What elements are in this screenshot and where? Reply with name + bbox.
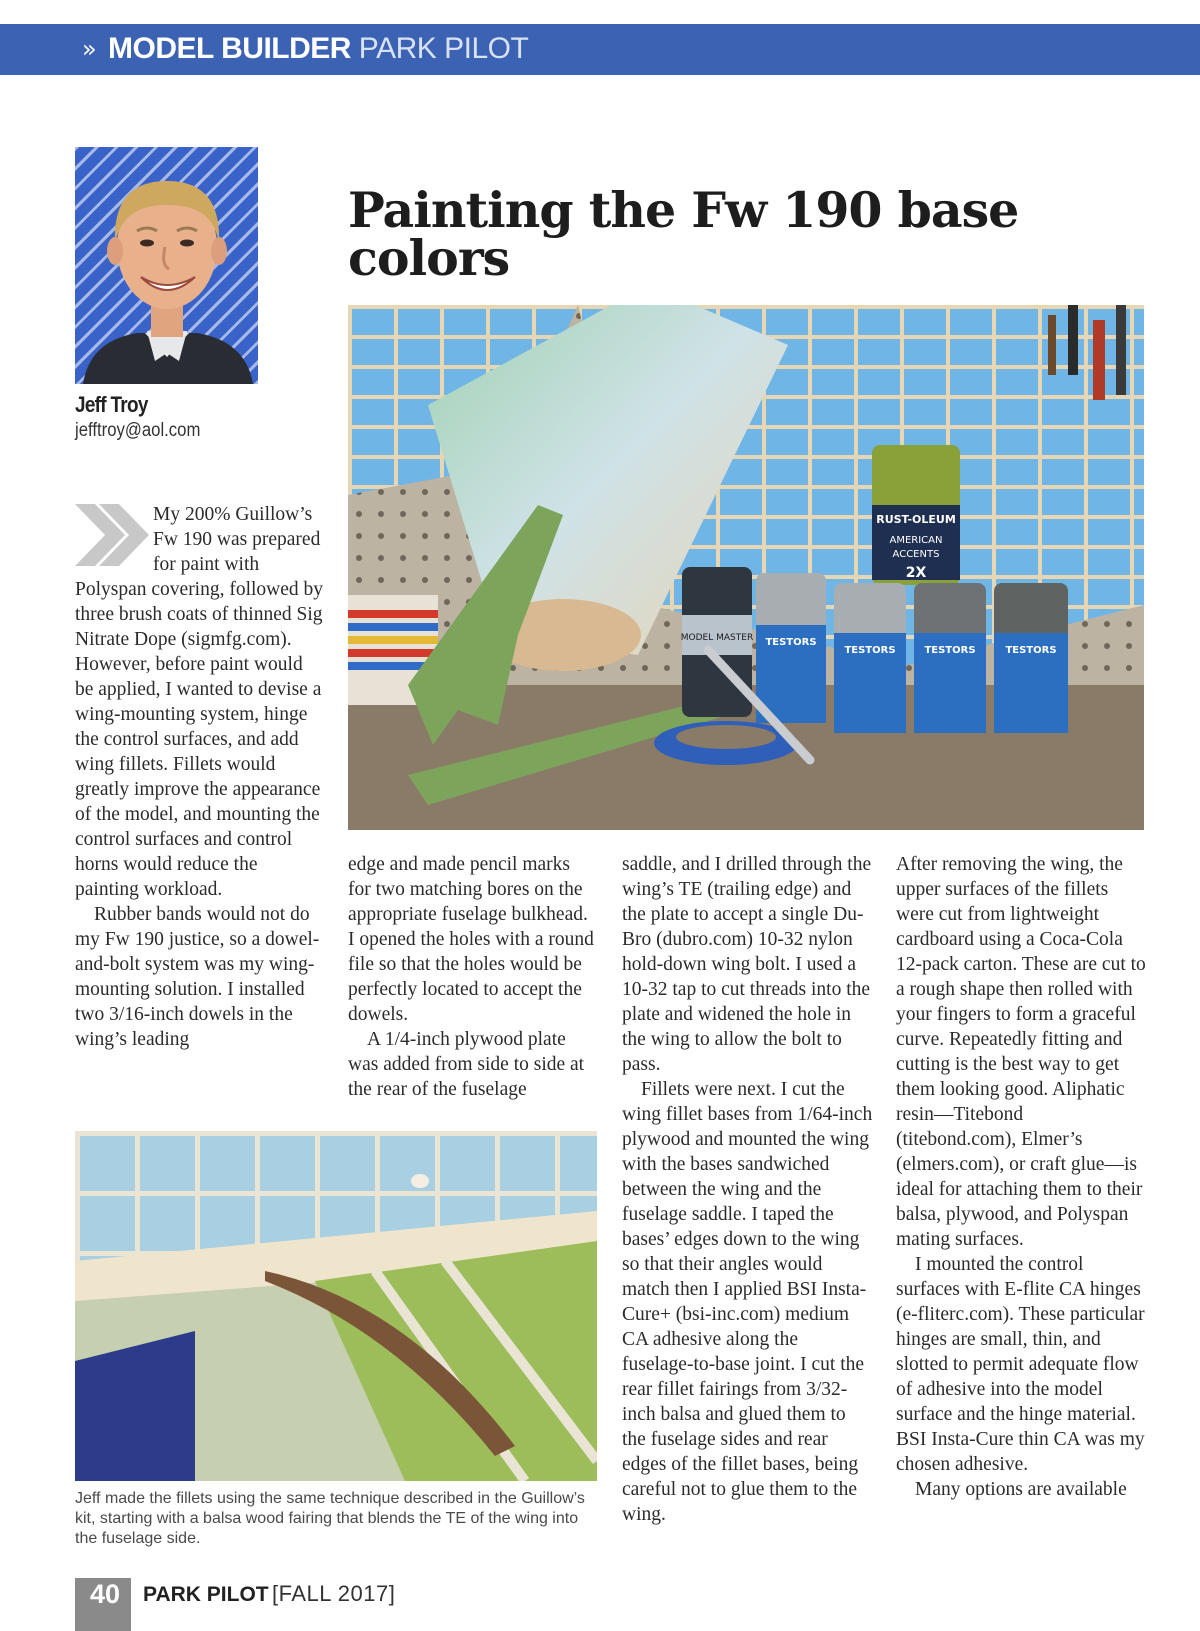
svg-text:AMERICAN: AMERICAN [889, 535, 943, 546]
svg-text:TESTORS: TESTORS [765, 637, 817, 648]
article-headline: Painting the Fw 190 base colors [348, 181, 1019, 287]
svg-text:TESTORS: TESTORS [924, 645, 976, 656]
author-portrait-illustration [75, 147, 258, 384]
magazine-name: PARK PILOT [143, 1583, 269, 1606]
wing-fillet-illustration [75, 1131, 597, 1481]
main-photo-illustration [348, 305, 1144, 830]
drop-chevron-icon [75, 504, 149, 566]
double-chevron-icon: » [82, 35, 97, 63]
paragraph: Rubber bands would not do my Fw 190 justice, so a dowel-and-bolt system was my wing-mounting solution. I installed two 3/16-inch dowels in the wing’s leading [75, 904, 320, 1050]
svg-text:RUST-OLEUM: RUST-OLEUM [876, 513, 956, 526]
paragraph: A 1/4-inch plywood plate was added from side to side at the rear of the fuselage [348, 1029, 585, 1100]
article-column-4 [896, 852, 1148, 1502]
svg-text:ACCENTS: ACCENTS [892, 549, 940, 560]
article-column-1 [75, 502, 325, 1052]
svg-text:2X: 2X [905, 565, 927, 581]
section-title-bold: MODEL BUILDER [108, 32, 351, 65]
paragraph: My 200% Guillow’s Fw 190 was prepared for paint with Polyspan covering, followed by three brush coats of thinned Sig Nitrate Dope (sigmfg.com). However, before paint would be applied, I wanted to devise a wing-mounting system, hinge the control surfaces, and add wing fillets. Fillets would greatly improve the appearance of the model, and mounting the control surfaces and control horns would reduce the painting workload. [75, 504, 324, 900]
photo-caption: Jeff made the fillets using the same technique described in the Guillow’s kit, starting with a balsa wood fairing that blends the TE of the wing into the fuselage side. [75, 1490, 585, 1547]
article-column-3 [622, 852, 874, 1527]
author-email: jefftroy@aol.com [75, 420, 201, 441]
svg-text:TESTORS: TESTORS [844, 645, 896, 656]
section-header-bar [0, 24, 1200, 75]
issue-label: [FALL 2017] [272, 1581, 396, 1606]
svg-text:MODEL MASTER: MODEL MASTER [680, 633, 754, 643]
paragraph: saddle, and I drilled through the wing’s TE (trailing edge) and the plate to accept a single Du-Bro (dubro.com) 10-32 nylon hold-down wing bolt. I used a 10-32 tap to cut threads into the plate and widened the hole in the wing to allow the bolt to pass. [622, 854, 872, 1075]
paragraph: edge and made pencil marks for two matching bores on the appropriate fuselage bulkhead. I opened the holes with a round file so that the holes would be perfectly located to accept the dowels. [348, 854, 594, 1025]
main-photo-paint-cans [348, 305, 1144, 830]
paragraph: After removing the wing, the upper surfaces of the fillets were cut from lightweight cardboard using a Coca-Cola 12-pack carton. These are cut to a rough shape then rolled with your fingers to form a graceful curve. Repeatedly fitting and cutting is the best way to get them looking good. Aliphatic resin—Titebond (titebond.com), Elmer’s (elmers.com), or craft glue—is ideal for attaching them to their balsa, plywood, and Polyspan mating surfaces. [896, 854, 1146, 1250]
author-name: Jeff Troy [75, 392, 148, 417]
author-photo [75, 147, 258, 384]
section-title [108, 32, 528, 66]
paragraph: I mounted the control surfaces with E-flite CA hinges (e-fliterc.com). These particular hinges are small, thin, and slotted to permit adequate flow of adhesive into the model surface and the hinge material. BSI Insta-Cure thin CA was my chosen adhesive. [896, 1254, 1145, 1475]
page-number: 40 [90, 1579, 121, 1609]
wing-fillet-photo [75, 1131, 597, 1481]
article-column-2 [348, 852, 596, 1102]
paragraph: Fillets were next. I cut the wing fillet bases from 1/64-inch plywood and mounted the wing with the bases sandwiched between the wing and the fuselage saddle. I taped the bases’ edges down to the wing so that their angles would match then I applied BSI Insta-Cure+ (bsi-inc.com) medium CA adhesive along the fuselage-to-base joint. I cut the rear fillet fairings from 3/32-inch balsa and glued them to the fuselage sides and rear edges of the fillet bases, being careful not to glue them to the wing. [622, 1079, 873, 1525]
paragraph: Many options are available [915, 1479, 1127, 1500]
svg-text:TESTORS: TESTORS [1005, 645, 1057, 656]
section-title-light: PARK PILOT [358, 32, 529, 65]
